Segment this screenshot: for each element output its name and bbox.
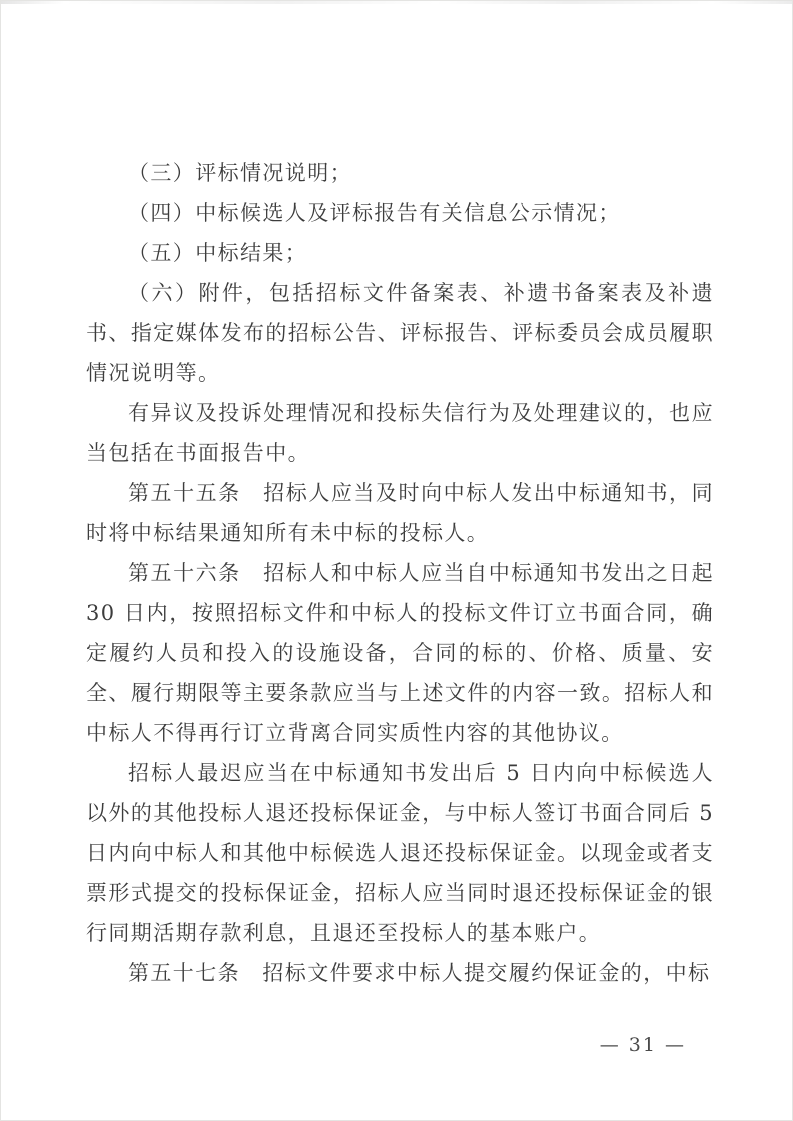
list-item-3: （三）评标情况说明； [128, 161, 352, 185]
list-item-6: （六）附件，包括招标文件备案表、补遗书备案表及补遗书、指定媒体发布的招标公告、评标报告、评标委员会成员履职情况说明等。 [86, 281, 714, 385]
article-57-partial: 第五十七条 招标文件要求中标人提交履约保证金的，中标 [128, 961, 711, 985]
paragraph-bid-deposit-refund: 招标人最迟应当在中标通知书发出后 5 日内向中标候选人以外的其他投标人退还投标保证金，与中标人签订书面合同后 5 日内向中标人和其他中标候选人退还投标保证金。以现金或者支票形式提交的投标保证金，招标人应当同时退还投标保证金的银行同期活期存款利息，且退还至投标人的基本账户。 [86, 761, 714, 945]
page-number: — 31 — [599, 1034, 686, 1056]
list-item-4: （四）中标候选人及评标报告有关信息公示情况； [128, 201, 621, 225]
article-56: 第五十六条 招标人和中标人应当自中标通知书发出之日起 30 日内，按照招标文件和中标人的投标文件订立书面合同，确定履约人员和投入的设施设备，合同的标的、价格、质量、安全、履行期限等主要条款应当与上述文件的内容一致。招标人和中标人不得再行订立背离合同实质性内容的其他协议。 [86, 561, 714, 745]
paragraph-report-note: 有异议及投诉处理情况和投标失信行为及处理建议的，也应当包括在书面报告中。 [86, 401, 714, 465]
document-body [86, 153, 714, 993]
article-55: 第五十五条 招标人应当及时向中标人发出中标通知书，同时将中标结果通知所有未中标的投标人。 [86, 481, 714, 545]
list-item-5: （五）中标结果； [128, 241, 308, 265]
scan-artifact-top-edge [1, 1, 792, 4]
